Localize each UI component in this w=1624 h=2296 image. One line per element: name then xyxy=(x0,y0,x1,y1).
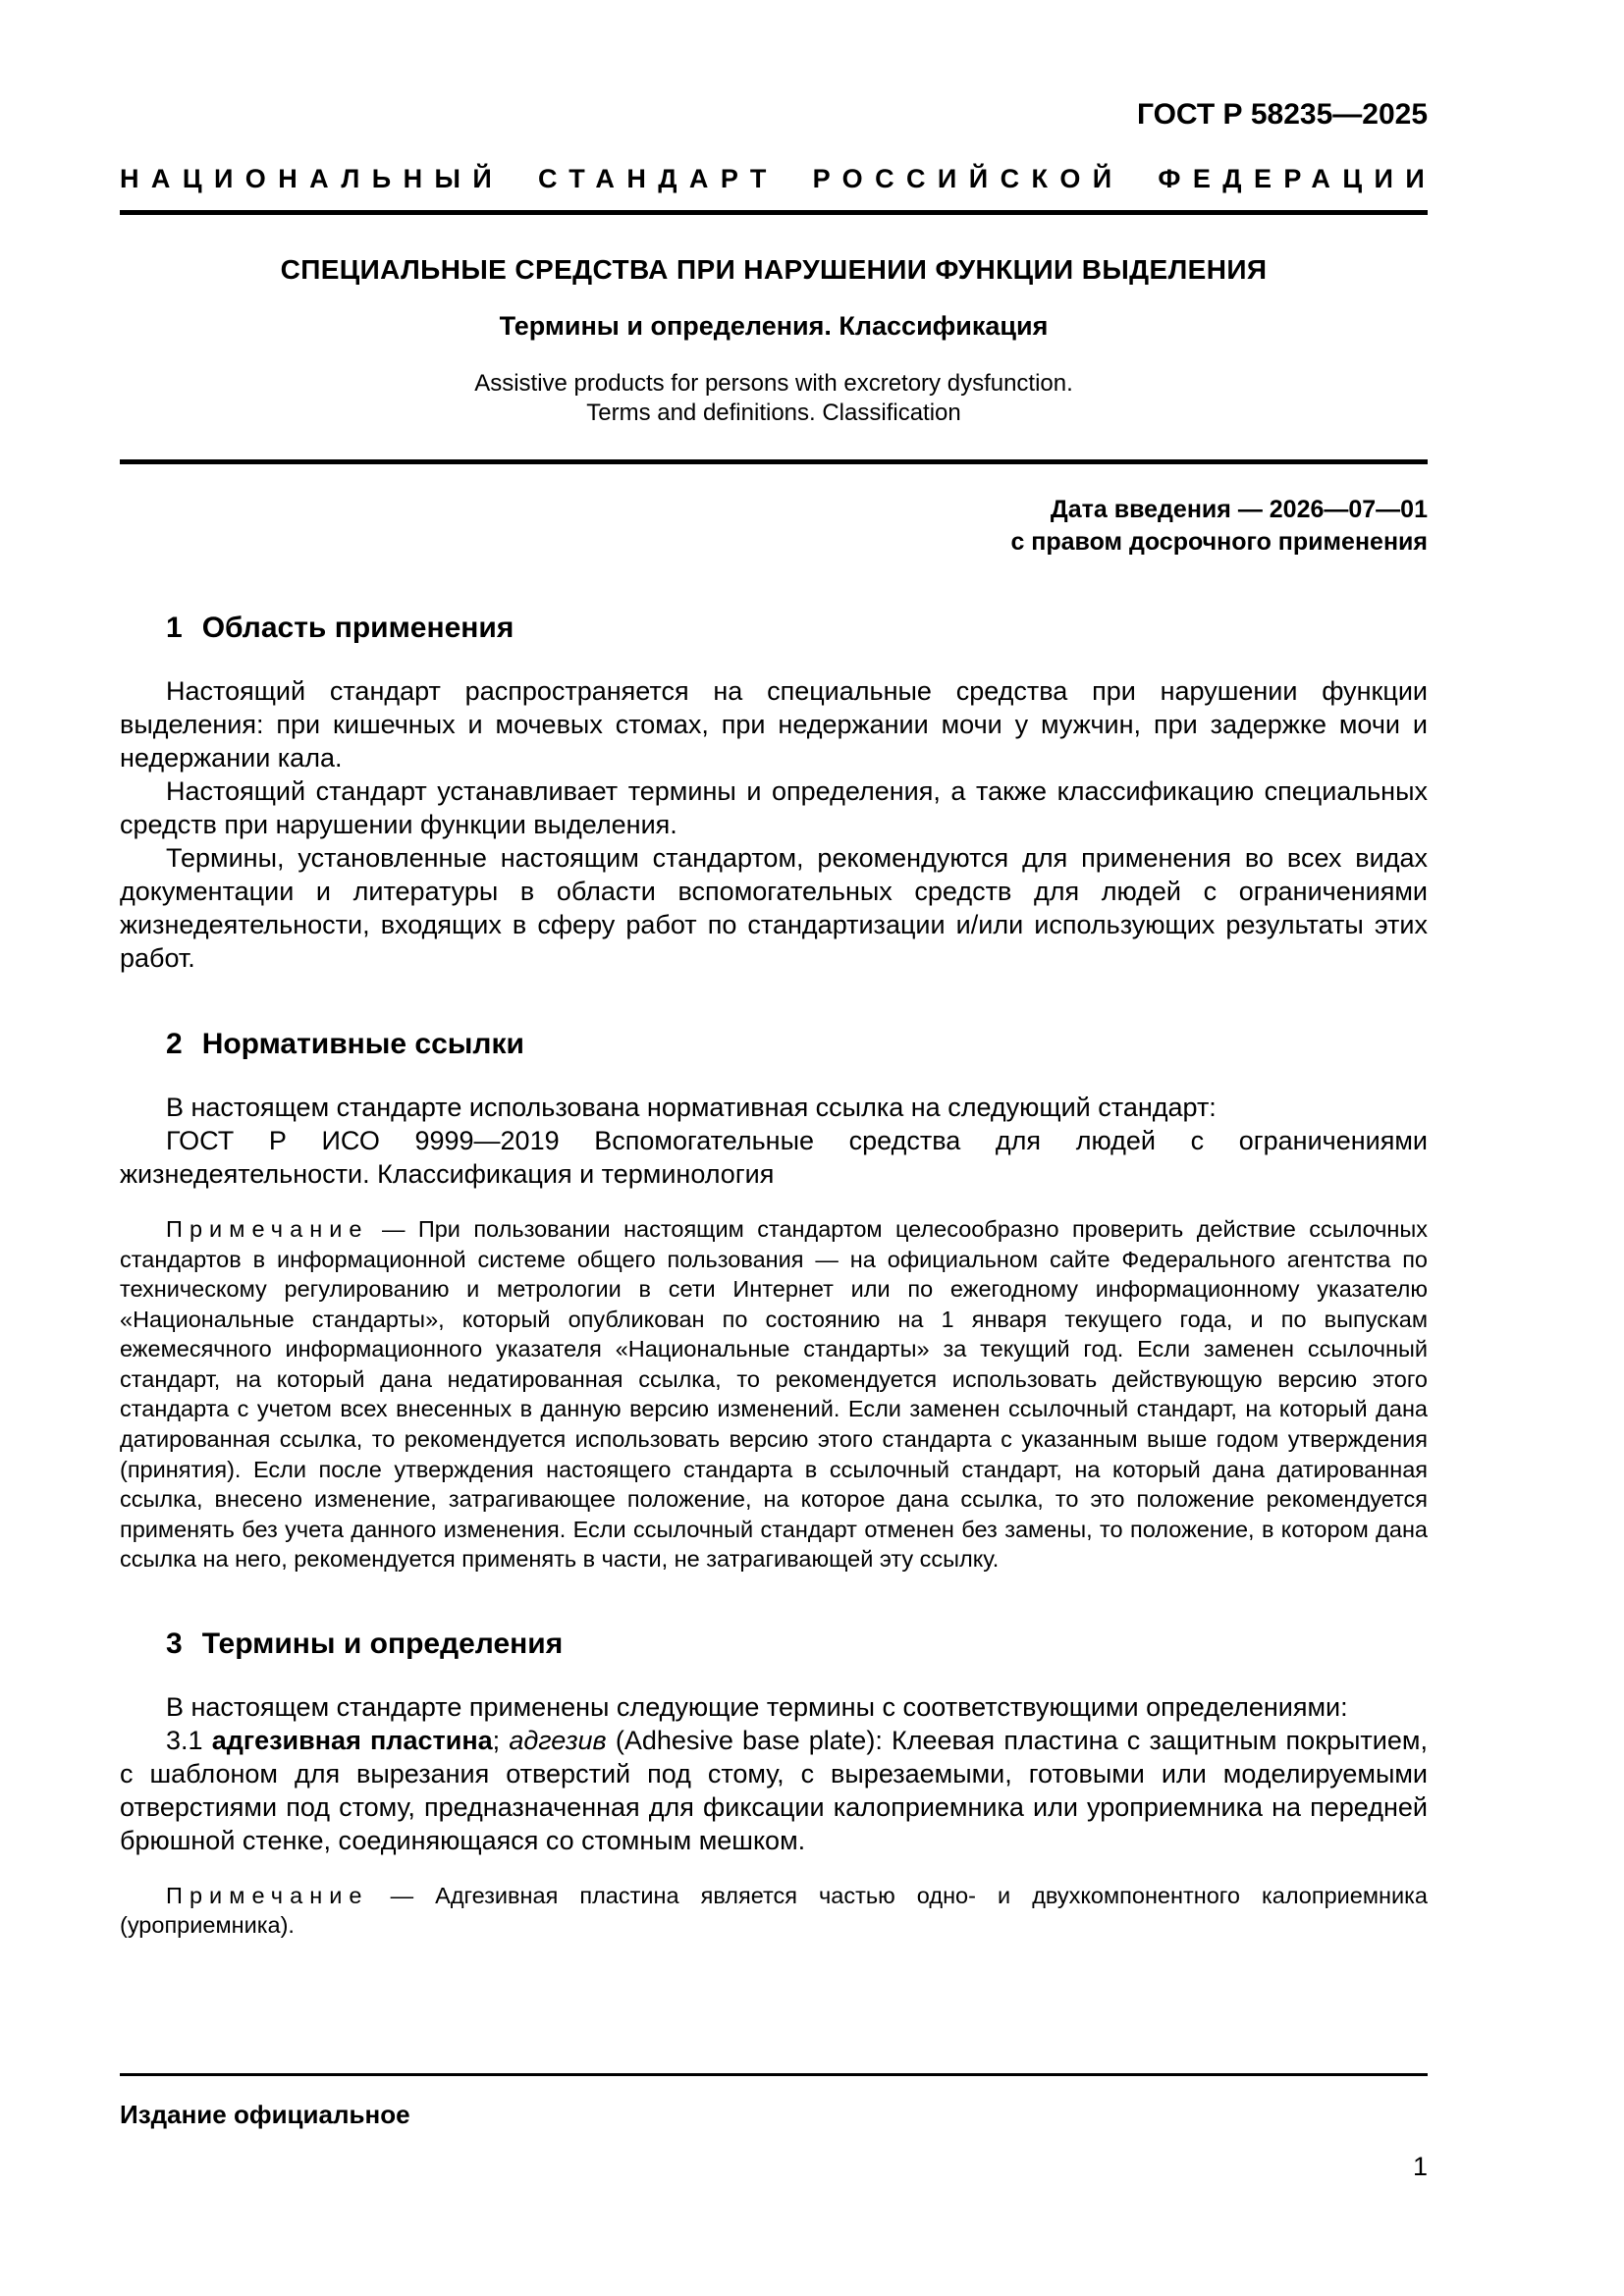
official-edition-label: Издание официальное xyxy=(120,2100,410,2129)
effective-date-line1: Дата введения — 2026—07—01 xyxy=(1050,496,1428,523)
section-1-title: Область применения xyxy=(201,612,514,644)
title-en-line1: Assistive products for persons with excretory dysfunction. xyxy=(474,370,1073,397)
page-number: 1 xyxy=(1412,2152,1428,2181)
title-en-line2: Terms and definitions. Classification xyxy=(586,400,961,426)
term-name: адгезивная пластина xyxy=(211,1725,493,1755)
title-divider xyxy=(120,459,1428,464)
section-2-number: 2 xyxy=(166,1028,183,1061)
national-standard-heading: НАЦИОНАЛЬНЫЙ СТАНДАРТ РОССИЙСКОЙ ФЕДЕРАЦИИ xyxy=(120,164,1437,193)
document-title-english xyxy=(120,369,1428,428)
section-3-paragraph-1: В настоящем стандарте применены следующие термины с соответствующими определениями: xyxy=(166,1691,1348,1722)
section-2-note xyxy=(120,1214,1428,1575)
header-divider xyxy=(120,210,1428,215)
term-separator: ; xyxy=(492,1725,501,1755)
section-1-paragraph-3: Термины, установленные настоящим стандартом, рекомендуются для применения во всех видах документации и литературы в области вспомогательных средств для людей с ограничениями жизнедеятельности, входящих в сферу работ по стандартизации и/или использующих результаты этих работ. xyxy=(120,843,1428,974)
doc-number: ГОСТ Р 58235—2025 xyxy=(1136,98,1428,131)
section-3-note xyxy=(120,1881,1428,1941)
section-3-note-text: — Адгезивная пластина является частью одно- и двухкомпонентного калоприемника (уроприемника). xyxy=(120,1882,1428,1939)
section-2-paragraph-1: В настоящем стандарте использована нормативная ссылка на следующий стандарт: xyxy=(166,1093,1217,1123)
section-3-heading xyxy=(120,1628,1428,1661)
section-3-title: Термины и определения xyxy=(201,1627,564,1660)
section-1-heading xyxy=(120,612,1428,645)
document-title: СПЕЦИАЛЬНЫЕ СРЕДСТВА ПРИ НАРУШЕНИИ ФУНКЦИИ ВЫДЕЛЕНИЯ xyxy=(280,254,1268,285)
term-number: 3.1 xyxy=(166,1725,203,1755)
effective-date-line2: с правом досрочного применения xyxy=(1010,528,1428,556)
term-definition-text: (Adhesive base plate): Клеевая пластина с защитным покрытием, с шаблоном для вырезания отверстий под стому, с вырезаемыми, готовыми или моделируемыми отверстиями под стому, предназначенная для фиксации калоприемника или уроприемника на передней брюшной стенке, соединяющаяся со стомным мешком. xyxy=(120,1725,1428,1855)
term-3-1-definition xyxy=(120,1724,1428,1857)
footer-divider xyxy=(120,2073,1428,2076)
section-2-reference: ГОСТ Р ИСО 9999—2019 Вспомогательные средства для людей с ограничениями жизнедеятельности. Классификация и терминология xyxy=(120,1126,1428,1190)
section-2-title: Нормативные ссылки xyxy=(201,1028,524,1061)
section-1-paragraph-1: Настоящий стандарт распространяется на специальные средства при нарушении функции выделения: при кишечных и мочевых стомах, при недержании мочи у мужчин, при задержке мочи и недержании кала. xyxy=(120,676,1428,774)
term-synonym: адгезив xyxy=(509,1725,607,1755)
section-3-number: 3 xyxy=(166,1627,183,1660)
section-1-number: 1 xyxy=(166,612,183,644)
page-footer xyxy=(120,2073,1428,2130)
section-2-note-text: — При пользовании настоящим стандартом целесообразно проверить действие ссылочных стандартов в информационной системе общего пользования — на официальном сайте Федерального агентства по техническому регулированию и метрологии в сети Интернет или по ежегодному информационному указателю «Национальные стандарты», который опубликован по состоянию на 1 января текущего года, и по выпускам ежемесячного информационного указателя «Национальные стандарты» за текущий год. Если заменен ссылочный стандарт, на который дана недатированная ссылка, то рекомендуется использовать действующую версию этого стандарта с учетом всех внесенных в данную версию изменений. Если заменен ссылочный стандарт, на который дана датированная ссылка, то рекомендуется использовать версию этого стандарта с указанным выше годом утверждения (принятия). Если после утверждения настоящего стандарта в ссылочный стандарт, на который дана датированная ссылка, внесено изменение, затрагивающее положение, на которое дана ссылка, то это положение рекомендуется применять без учета данного изменения. Если ссылочный стандарт отменен без замены, то положение, в котором дана ссылка на него, рекомендуется применять в части, не затрагивающей эту ссылку. xyxy=(120,1216,1428,1573)
section-1-paragraph-2: Настоящий стандарт устанавливает термины и определения, а также классификацию специальных средств при нарушении функции выделения. xyxy=(120,776,1428,840)
effective-date xyxy=(120,494,1428,559)
section-2-heading xyxy=(120,1028,1428,1061)
document-subtitle: Термины и определения. Классификация xyxy=(499,311,1049,341)
section-2-note-label: Примечание xyxy=(166,1216,369,1243)
section-3-note-label: Примечание xyxy=(166,1882,369,1908)
